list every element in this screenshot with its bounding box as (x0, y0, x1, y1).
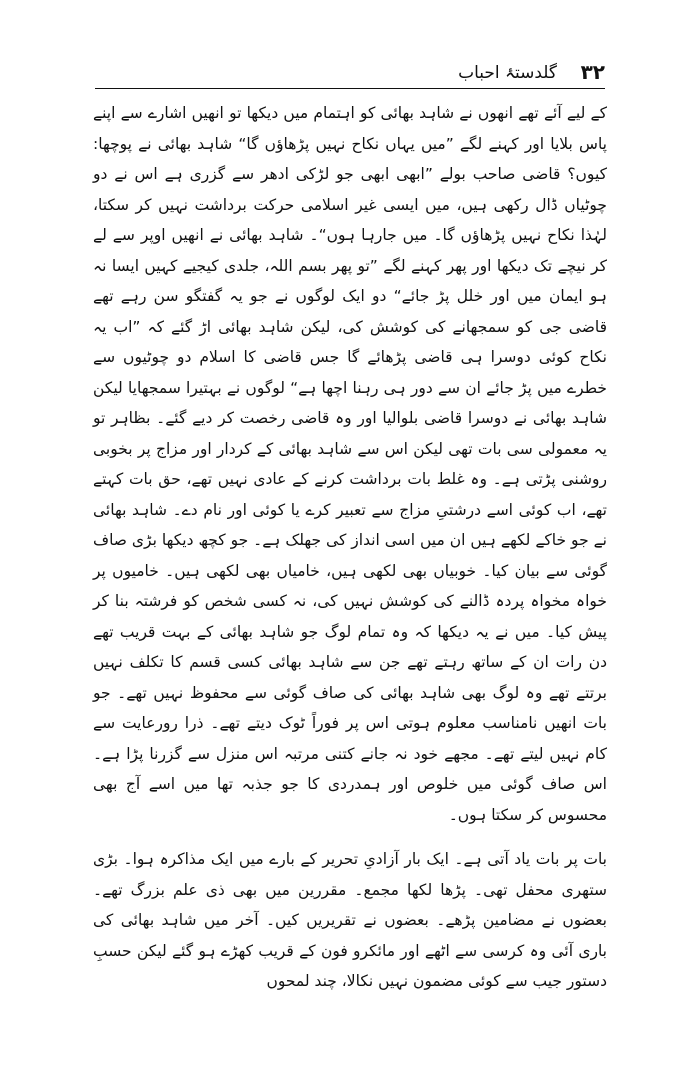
body-text (93, 98, 607, 997)
running-title: گلدستۂ احباب (458, 63, 557, 83)
paragraph-2: بات پر بات یاد آتی ہے۔ ایک بار آزادیِ تحریر کے بارے میں ایک مذاکرہ ہوا۔ بڑی ستھری محفل تھی۔ پڑھا لکھا مجمع۔ مقررین میں بھی ذی علم بزرگ تھے۔ بعضوں نے مضامین پڑھے۔ بعضوں نے تقریریں کیں۔ آخر میں شاہد بھائی کی باری آئی وہ کرسی سے اٹھے اور مائکرو فون کے قریب کھڑے ہو گئے لیکن حسبِ دستور جیب سے کوئی مضمون نہیں نکالا، چند لمحوں (93, 850, 607, 990)
paragraph-1: کے لیے آئے تھے انھوں نے شاہد بھائی کو اہتمام میں دیکھا تو انھیں اشارے سے اپنے پاس بلایا اور کہنے لگے ”میں یہاں نکاح نہیں پڑھاؤں گا“ شاہد بھائی نے پوچھا: کیوں؟ قاضی صاحب بولے ”ابھی ابھی جو لڑکی ادھر سے گزری ہے اس نے دو چوٹیاں ڈال رکھی ہیں، میں ایسی غیر اسلامی حرکت برداشت نہیں کر سکتا، لہٰذا نکاح نہیں پڑھاؤں گا۔ میں جارہا ہوں“۔ شاہد بھائی نے انھیں اوپر سے لے کر نیچے تک دیکھا اور پھر کہنے لگے ”تو پھر بسم اللہ، جلدی کیجیے کہیں ایسا نہ ہو ایمان میں اور خلل پڑ جائے“ دو ایک لوگوں نے جو یہ گفتگو سن رہے تھے قاضی جی کو سمجھانے کی کوشش کی، لیکن شاہد بھائی اڑ گئے کہ ”اب یہ نکاح کوئی دوسرا ہی قاضی پڑھائے گا جس قاضی کا اسلام دو چوٹیوں سے خطرے میں پڑ جائے ان سے دور ہی رہنا اچھا ہے“ لوگوں نے بہتیرا سمجھایا لیکن شاہد بھائی نے دوسرا قاضی بلوالیا اور وہ قاضی رخصت کر دیے گئے۔ بظاہر تو یہ معمولی سی بات تھی لیکن اس سے شاہد بھائی کے کردار اور مزاج پر بخوبی روشنی پڑتی ہے۔ وہ غلط بات برداشت کرنے کے عادی نہیں تھے، حق بات کہتے تھے، اب کوئی اسے درشتیِ مزاج سے تعبیر کرے یا کوئی اور نام دے۔ شاہد بھائی نے جو خاکے لکھے ہیں ان میں اسی انداز کی جھلک ہے۔ جو کچھ دیکھا بڑی صاف گوئی سے بیان کیا۔ خوبیاں بھی لکھی ہیں، خامیاں بھی لکھی ہیں۔ خامیوں پر خواہ مخواہ پردہ ڈالنے کی کوشش نہیں کی، نہ کسی شخص کو فرشتہ بنا کر پیش کیا۔ میں نے یہ دیکھا کہ وہ تمام لوگ جو شاہد بھائی کے بہت قریب تھے دن رات ان کے ساتھ رہتے تھے جن سے شاہد بھائی کسی قسم کا تکلف نہیں برتتے تھے وہ لوگ بھی شاہد بھائی کی صاف گوئی سے محفوظ نہیں تھے۔ جو بات انھیں نامناسب معلوم ہوتی اس پر فوراً ٹوک دیتے تھے۔ ذرا رورعایت سے کام نہیں لیتے تھے۔ مجھے خود نہ جانے کتنی مرتبہ اس منزل سے گزرنا پڑا ہے۔ اس صاف گوئی میں خلوص اور ہمدردی کا جو جذبہ تھا میں اسے آج بھی محسوس کر سکتا ہوں۔ (93, 104, 607, 824)
page-header (95, 58, 605, 89)
page-number: ۳۲ (580, 60, 605, 84)
